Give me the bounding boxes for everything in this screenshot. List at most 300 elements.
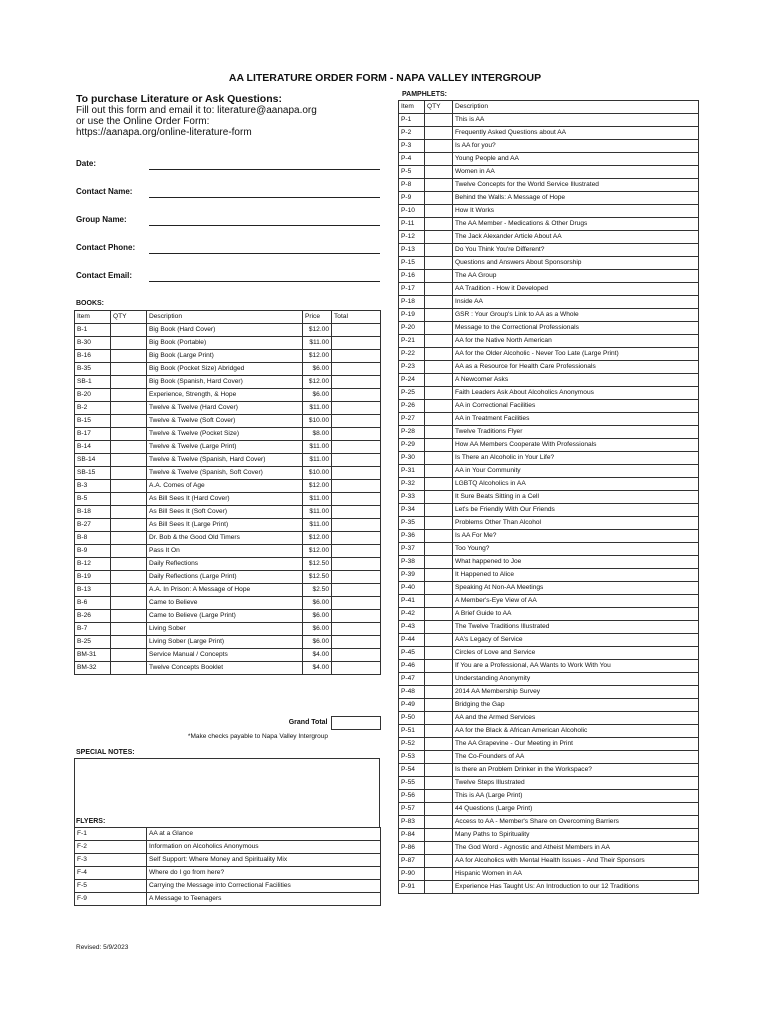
book-price: $6.00 [303,363,332,376]
pamphlet-qty-field[interactable] [425,400,453,413]
book-row [75,584,381,597]
pamphlet-row [399,348,699,361]
book-row [75,415,381,428]
book-price: $12.00 [303,545,332,558]
pamphlet-qty-field[interactable] [425,179,453,192]
pamphlet-description: Many Paths to Spirituality [453,829,699,842]
pamphlet-qty-field[interactable] [425,244,453,257]
book-price: $4.00 [303,662,332,675]
pamphlet-description: AA's Legacy of Service [453,634,699,647]
book-description: Twelve & Twelve (Spanish, Soft Cover) [147,467,303,480]
book-item-code: SB-1 [75,376,111,389]
pamphlet-row [399,296,699,309]
pamphlet-row [399,621,699,634]
intro-block [76,93,406,138]
pamphlet-description: Questions and Answers About Sponsorship [453,257,699,270]
book-row [75,493,381,506]
pamphlet-qty-field[interactable] [425,465,453,478]
book-price: $6.00 [303,389,332,402]
pamphlet-qty-field[interactable] [425,699,453,712]
pamphlet-qty-field[interactable] [425,439,453,452]
pamphlet-qty-field[interactable] [425,374,453,387]
pamphlet-description: Let's be Friendly With Our Friends [453,504,699,517]
book-total-field[interactable] [332,649,381,662]
pamphlet-row [399,673,699,686]
pamphlet-qty-field[interactable] [425,127,453,140]
book-description: As Bill Sees It (Large Print) [147,519,303,532]
book-price: $12.50 [303,558,332,571]
pamphlet-row [399,803,699,816]
book-item-code: B-17 [75,428,111,441]
book-qty-field[interactable] [111,350,147,363]
book-row [75,441,381,454]
pamphlet-qty-field[interactable] [425,569,453,582]
pamphlet-row [399,582,699,595]
flyer-row [75,880,381,893]
book-description: As Bill Sees It (Soft Cover) [147,506,303,519]
pamphlet-item-code: P-49 [399,699,425,712]
pamphlets-header-row [399,101,699,114]
book-total-field[interactable] [332,324,381,337]
pamphlet-qty-field[interactable] [425,517,453,530]
pamphlet-qty-field[interactable] [425,283,453,296]
book-row [75,467,381,480]
book-total-field[interactable] [332,623,381,636]
book-qty-field[interactable] [111,597,147,610]
pamphlet-item-code: P-46 [399,660,425,673]
flyer-item-code: F-9 [75,893,147,906]
pamphlet-item-code: P-23 [399,361,425,374]
pamphlet-item-code: P-19 [399,309,425,322]
pamphlet-item-code: P-12 [399,231,425,244]
special-notes-box[interactable] [74,758,380,828]
book-price: $12.00 [303,324,332,337]
pamphlet-item-code: P-56 [399,790,425,803]
pamphlet-description: A Brief Guide to AA [453,608,699,621]
book-item-code: B-20 [75,389,111,402]
book-description: Big Book (Portable) [147,337,303,350]
pamphlet-qty-field[interactable] [425,192,453,205]
book-description: As Bill Sees It (Hard Cover) [147,493,303,506]
book-row [75,519,381,532]
pamphlet-qty-field[interactable] [425,530,453,543]
pamphlet-qty-field[interactable] [425,296,453,309]
pamphlet-row [399,322,699,335]
pamphlet-item-code: P-40 [399,582,425,595]
pamphlets-table [398,100,699,894]
book-total-field[interactable] [332,441,381,454]
book-qty-field[interactable] [111,636,147,649]
pamphlet-description: The Twelve Traditions Illustrated [453,621,699,634]
pamphlet-description: AA and the Armed Services [453,712,699,725]
book-row [75,454,381,467]
book-total-field[interactable] [332,584,381,597]
book-price: $11.00 [303,402,332,415]
intro-email-line: Fill out this form and email it to: literature@aanapa.org [76,105,317,116]
book-total-field[interactable] [332,532,381,545]
book-qty-field[interactable] [111,428,147,441]
book-price: $11.00 [303,506,332,519]
pamphlet-row [399,569,699,582]
header-item: Item [399,101,425,114]
pamphlet-row [399,504,699,517]
pamphlet-row [399,530,699,543]
flyer-description: Self Support: Where Money and Spirituality Mix [147,854,381,867]
book-total-field[interactable] [332,389,381,402]
pamphlet-description: AA for the Native North American [453,335,699,348]
book-total-field[interactable] [332,545,381,558]
book-description: Big Book (Spanish, Hard Cover) [147,376,303,389]
header-item: Item [75,311,111,324]
pamphlet-qty-field[interactable] [425,855,453,868]
pamphlet-qty-field[interactable] [425,725,453,738]
book-item-code: BM-32 [75,662,111,675]
pamphlet-row [399,764,699,777]
book-total-field[interactable] [332,467,381,480]
book-qty-field[interactable] [111,610,147,623]
flyer-item-code: F-5 [75,880,147,893]
pamphlet-qty-field[interactable] [425,621,453,634]
pamphlet-row [399,543,699,556]
grand-total-field[interactable] [331,717,380,730]
book-price: $11.00 [303,493,332,506]
pamphlet-description: AA in Treatment Facilities [453,413,699,426]
book-row [75,532,381,545]
pamphlet-description: Is there an Problem Drinker in the Workspace? [453,764,699,777]
pamphlet-qty-field[interactable] [425,738,453,751]
header-total: Total [332,311,381,324]
pamphlet-item-code: P-91 [399,881,425,894]
pamphlet-qty-field[interactable] [425,582,453,595]
pamphlet-qty-field[interactable] [425,504,453,517]
pamphlet-item-code: P-18 [399,296,425,309]
pamphlet-description: AA for the Black & African American Alcoholic [453,725,699,738]
book-price: $11.00 [303,337,332,350]
book-qty-field[interactable] [111,532,147,545]
book-qty-field[interactable] [111,662,147,675]
pamphlet-qty-field[interactable] [425,426,453,439]
flyers-label: FLYERS: [76,818,106,825]
header-description: Description [147,311,303,324]
pamphlet-item-code: P-29 [399,439,425,452]
group-name-field[interactable] [149,225,380,226]
pamphlet-qty-field[interactable] [425,153,453,166]
book-item-code: B-13 [75,584,111,597]
pamphlet-qty-field[interactable] [425,322,453,335]
grand-total-row [74,716,381,730]
book-price: $6.00 [303,610,332,623]
pamphlet-qty-field[interactable] [425,712,453,725]
pamphlet-row [399,439,699,452]
pamphlet-qty-field[interactable] [425,751,453,764]
book-price: $12.00 [303,532,332,545]
pamphlet-item-code: P-31 [399,465,425,478]
pamphlet-row [399,283,699,296]
pamphlet-description: Message to the Correctional Professionals [453,322,699,335]
order-form-link[interactable]: https://aanapa.org/online-literature-form [76,127,252,138]
pamphlet-description: Is AA For Me? [453,530,699,543]
pamphlet-row [399,855,699,868]
book-description: Twelve & Twelve (Pocket Size) [147,428,303,441]
pamphlet-row [399,829,699,842]
pamphlet-qty-field[interactable] [425,803,453,816]
book-row [75,662,381,675]
book-total-field[interactable] [332,662,381,675]
book-qty-field[interactable] [111,402,147,415]
pamphlet-qty-field[interactable] [425,647,453,660]
pamphlet-qty-field[interactable] [425,829,453,842]
grand-total-label: Grand Total [288,719,328,726]
pamphlet-qty-field[interactable] [425,309,453,322]
pamphlet-qty-field[interactable] [425,881,453,894]
pamphlet-description: AA in Your Community [453,465,699,478]
pamphlet-item-code: P-87 [399,855,425,868]
book-description: Service Manual / Concepts [147,649,303,662]
pamphlet-item-code: P-20 [399,322,425,335]
book-description: A.A. In Prison: A Message of Hope [147,584,303,597]
book-item-code: B-1 [75,324,111,337]
book-item-code: SB-14 [75,454,111,467]
pamphlet-item-code: P-4 [399,153,425,166]
pamphlet-description: Women in AA [453,166,699,179]
book-qty-field[interactable] [111,415,147,428]
book-total-field[interactable] [332,571,381,584]
book-qty-field[interactable] [111,558,147,571]
pamphlet-description: The AA Grapevine - Our Meeting in Print [453,738,699,751]
book-total-field[interactable] [332,363,381,376]
pamphlet-item-code: P-90 [399,868,425,881]
pamphlet-qty-field[interactable] [425,686,453,699]
pamphlet-row [399,491,699,504]
book-description: Twelve & Twelve (Hard Cover) [147,402,303,415]
book-price: $11.00 [303,441,332,454]
pamphlet-qty-field[interactable] [425,166,453,179]
book-qty-field[interactable] [111,376,147,389]
book-price: $10.00 [303,467,332,480]
pamphlet-row [399,257,699,270]
pamphlet-qty-field[interactable] [425,413,453,426]
book-price: $10.00 [303,415,332,428]
pamphlet-row [399,699,699,712]
pamphlet-description: Understanding Anonymity [453,673,699,686]
book-item-code: B-15 [75,415,111,428]
book-total-field[interactable] [332,415,381,428]
book-total-field[interactable] [332,350,381,363]
books-table [74,310,381,675]
pamphlet-item-code: P-16 [399,270,425,283]
flyer-description: Carrying the Message into Correctional Facilities [147,880,381,893]
book-qty-field[interactable] [111,467,147,480]
book-total-field[interactable] [332,506,381,519]
special-notes-label: SPECIAL NOTES: [76,749,135,756]
book-item-code: B-7 [75,623,111,636]
book-item-code: B-27 [75,519,111,532]
pamphlet-qty-field[interactable] [425,335,453,348]
pamphlet-description: Hispanic Women in AA [453,868,699,881]
pamphlet-row [399,725,699,738]
book-qty-field[interactable] [111,480,147,493]
flyer-item-code: F-2 [75,841,147,854]
book-description: Twelve Concepts Booklet [147,662,303,675]
book-total-field[interactable] [332,558,381,571]
book-total-field[interactable] [332,337,381,350]
pamphlet-qty-field[interactable] [425,491,453,504]
book-total-field[interactable] [332,454,381,467]
book-qty-field[interactable] [111,389,147,402]
book-total-field[interactable] [332,402,381,415]
pamphlet-qty-field[interactable] [425,660,453,673]
pamphlet-qty-field[interactable] [425,478,453,491]
pamphlet-row [399,881,699,894]
pamphlet-qty-field[interactable] [425,218,453,231]
pamphlet-qty-field[interactable] [425,608,453,621]
pamphlet-description: Is There an Alcoholic in Your Life? [453,452,699,465]
book-qty-field[interactable] [111,441,147,454]
pamphlet-qty-field[interactable] [425,348,453,361]
date-field[interactable] [149,169,380,170]
pamphlet-row [399,478,699,491]
pamphlet-qty-field[interactable] [425,114,453,127]
pamphlet-qty-field[interactable] [425,257,453,270]
book-total-field[interactable] [332,610,381,623]
pamphlet-qty-field[interactable] [425,387,453,400]
book-row [75,558,381,571]
flyer-description: Where do I go from here? [147,867,381,880]
book-total-field[interactable] [332,376,381,389]
pamphlet-row [399,309,699,322]
pamphlet-description: AA Tradition - How it Developed [453,283,699,296]
pamphlet-item-code: P-86 [399,842,425,855]
pamphlet-item-code: P-37 [399,543,425,556]
book-qty-field[interactable] [111,337,147,350]
pamphlet-qty-field[interactable] [425,634,453,647]
book-qty-field[interactable] [111,623,147,636]
book-qty-field[interactable] [111,363,147,376]
pamphlet-description: 44 Questions (Large Print) [453,803,699,816]
books-header-row [75,311,381,324]
pamphlet-item-code: P-51 [399,725,425,738]
book-row [75,571,381,584]
pamphlet-row [399,790,699,803]
pamphlet-description: The Co-Founders of AA [453,751,699,764]
book-item-code: B-19 [75,571,111,584]
book-item-code: BM-31 [75,649,111,662]
book-qty-field[interactable] [111,519,147,532]
book-total-field[interactable] [332,493,381,506]
pamphlet-description: The AA Group [453,270,699,283]
pamphlet-item-code: P-22 [399,348,425,361]
book-row [75,623,381,636]
book-qty-field[interactable] [111,493,147,506]
header-price: Price [303,311,332,324]
book-row [75,402,381,415]
pamphlet-row [399,153,699,166]
pamphlet-qty-field[interactable] [425,790,453,803]
book-row [75,376,381,389]
pamphlet-item-code: P-10 [399,205,425,218]
book-row [75,337,381,350]
book-price: $12.00 [303,376,332,389]
pamphlet-row [399,686,699,699]
pamphlet-qty-field[interactable] [425,140,453,153]
book-price: $12.50 [303,571,332,584]
pamphlet-qty-field[interactable] [425,270,453,283]
pamphlet-description: Experience Has Taught Us: An Introduction to our 12 Traditions [453,881,699,894]
pamphlet-item-code: P-39 [399,569,425,582]
pamphlet-description: Is AA for you? [453,140,699,153]
books-label: BOOKS: [76,300,104,307]
pamphlets-label: PAMPHLETS: [402,91,447,98]
contact-email-field[interactable] [149,281,380,282]
book-total-field[interactable] [332,480,381,493]
book-item-code: B-5 [75,493,111,506]
book-qty-field[interactable] [111,545,147,558]
pamphlet-qty-field[interactable] [425,777,453,790]
pamphlet-qty-field[interactable] [425,556,453,569]
book-item-code: B-30 [75,337,111,350]
book-description: Living Sober (Large Print) [147,636,303,649]
book-qty-field[interactable] [111,506,147,519]
pamphlet-qty-field[interactable] [425,764,453,777]
pamphlet-qty-field[interactable] [425,673,453,686]
pamphlet-qty-field[interactable] [425,452,453,465]
book-total-field[interactable] [332,428,381,441]
pamphlet-description: Behind the Walls: A Message of Hope [453,192,699,205]
pamphlet-description: It Happened to Alice [453,569,699,582]
book-total-field[interactable] [332,636,381,649]
pamphlet-description: How AA Members Cooperate With Professionals [453,439,699,452]
pamphlet-description: If You are a Professional, AA Wants to Work With You [453,660,699,673]
intro-heading: To purchase Literature or Ask Questions: [76,93,282,105]
pamphlet-description: LGBTQ Alcoholics in AA [453,478,699,491]
pamphlet-row [399,127,699,140]
pamphlet-row [399,218,699,231]
book-qty-field[interactable] [111,324,147,337]
pamphlet-qty-field[interactable] [425,543,453,556]
book-qty-field[interactable] [111,584,147,597]
book-total-field[interactable] [332,519,381,532]
pamphlet-item-code: P-45 [399,647,425,660]
pamphlet-qty-field[interactable] [425,842,453,855]
pamphlet-description: The AA Member - Medications & Other Drugs [453,218,699,231]
pamphlet-row [399,556,699,569]
book-description: Dr. Bob & the Good Old Timers [147,532,303,545]
pamphlet-qty-field[interactable] [425,868,453,881]
pamphlet-qty-field[interactable] [425,231,453,244]
flyer-description: A Message to Teenagers [147,893,381,906]
book-description: Big Book (Pocket Size) Abridged [147,363,303,376]
book-item-code: B-8 [75,532,111,545]
book-qty-field[interactable] [111,571,147,584]
pamphlet-row [399,205,699,218]
book-total-field[interactable] [332,597,381,610]
pamphlet-item-code: P-36 [399,530,425,543]
book-qty-field[interactable] [111,649,147,662]
pamphlet-qty-field[interactable] [425,595,453,608]
contact-name-field[interactable] [149,197,380,198]
pamphlet-row [399,517,699,530]
pamphlet-row [399,179,699,192]
pamphlet-item-code: P-42 [399,608,425,621]
book-qty-field[interactable] [111,454,147,467]
pamphlet-qty-field[interactable] [425,205,453,218]
contact-phone-field[interactable] [149,253,380,254]
pamphlet-qty-field[interactable] [425,361,453,374]
book-row [75,597,381,610]
pamphlet-item-code: P-43 [399,621,425,634]
pamphlet-qty-field[interactable] [425,816,453,829]
pamphlet-row [399,868,699,881]
